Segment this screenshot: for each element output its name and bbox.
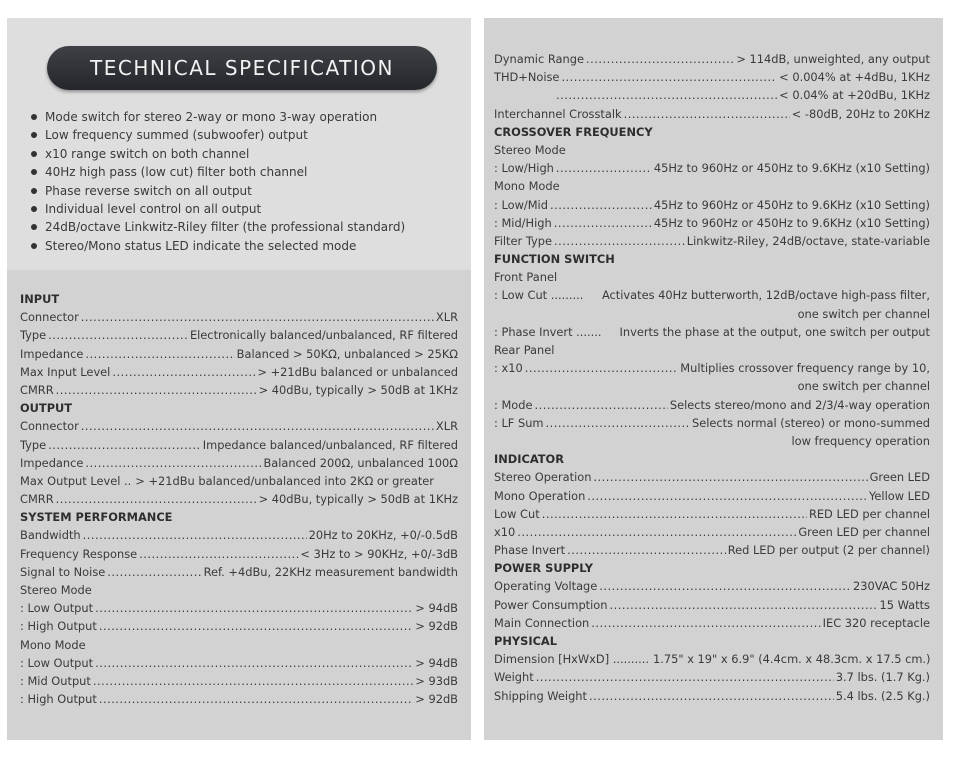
spec-key: : Low/High <box>494 161 554 176</box>
spec-row <box>20 526 458 544</box>
spec-row <box>494 414 930 432</box>
spec-row <box>494 523 930 541</box>
spec-value: Balanced 200Ω, unbalanced 100Ω <box>263 455 458 470</box>
spec-row <box>494 687 930 705</box>
spec-value: < 0.04% at +20dBu, 1KHz <box>779 88 930 103</box>
spec-key: Frequency Response <box>20 546 138 561</box>
spec-key: Operating Voltage <box>494 579 598 594</box>
spec-key: Signal to Noise <box>20 564 106 579</box>
stereo-mode-label: Stereo Mode <box>20 583 92 597</box>
spec-value: Activates 40Hz butterworth, 12dB/octave high-pass filter, <box>601 288 930 303</box>
spec-value: > 114dB, unweighted, any output <box>736 52 930 66</box>
spec-key: Type <box>20 437 47 452</box>
spec-row <box>494 614 930 632</box>
spec-value: Green LED per channel <box>798 524 930 539</box>
spec-value: Selects stereo/mono and 2/3/4-way operation <box>669 397 930 412</box>
spec-value: Multiplies crossover frequency range by 10, <box>680 361 930 376</box>
spec-key: CMRR <box>20 492 54 507</box>
spec-key: Impedance <box>20 346 84 361</box>
spec-row <box>494 668 930 686</box>
spec-key: Connector <box>20 310 79 325</box>
indicator-heading: INDICATOR <box>494 452 564 467</box>
spec-row <box>20 345 458 363</box>
spec-value: 45Hz to 960Hz or 450Hz to 9.6KHz (x10 Setting) <box>653 197 930 212</box>
spec-key: Shipping Weight <box>494 688 587 703</box>
spec-row <box>494 105 930 123</box>
spec-key: THD+Noise <box>494 70 560 85</box>
spec-value: Selects normal (stereo) or mono-summed <box>692 415 930 430</box>
spec-row <box>494 577 930 595</box>
spec-row <box>20 436 458 454</box>
power-supply-heading: POWER SUPPLY <box>494 561 593 576</box>
spec-left-column <box>20 290 458 708</box>
feature-item: Individual level control on all output <box>31 200 405 218</box>
spec-key: Phase Invert <box>494 543 566 558</box>
spec-row <box>20 490 458 508</box>
spec-row <box>494 232 930 250</box>
spec-row-continuation <box>494 86 930 104</box>
system-heading: SYSTEM PERFORMANCE <box>20 510 173 525</box>
spec-key: Connector <box>20 419 79 434</box>
spec-row <box>494 214 930 232</box>
spec-key: CMRR <box>20 382 54 397</box>
spec-row <box>20 563 458 581</box>
spec-value: IEC 320 receptacle <box>822 615 930 630</box>
spec-value: Linkwitz-Riley, 24dB/octave, state-variable <box>686 233 930 248</box>
spec-row-continuation: one switch per channel <box>797 306 930 321</box>
spec-value: > +21dBu balanced/unbalanced into 2KΩ or greater <box>135 473 434 488</box>
spec-panel-left <box>7 270 471 740</box>
spec-row <box>20 454 458 472</box>
spec-value: 1.75" x 19" x 6.9" (4.4cm. x 48.3cm. x 17.5 cm.) <box>652 652 930 667</box>
spec-key: Weight <box>494 670 534 685</box>
spec-row <box>20 672 458 690</box>
spec-value: 20Hz to 20KHz, +0/-0.5dB <box>308 528 458 543</box>
spec-value: Balanced > 50KΩ, unbalanced > 25KΩ <box>236 346 458 361</box>
physical-heading: PHYSICAL <box>494 634 558 648</box>
spec-row <box>494 359 930 377</box>
spec-row <box>20 326 458 344</box>
spec-value: 5.4 lbs. (2.5 Kg.) <box>835 688 930 703</box>
spec-key: : Mid Output <box>20 673 91 688</box>
spec-row-continuation: one switch per channel <box>797 379 930 394</box>
spec-row <box>494 323 930 341</box>
spec-row <box>20 545 458 563</box>
spec-row <box>20 599 458 617</box>
features-panel <box>7 18 471 270</box>
input-heading: INPUT <box>20 292 60 306</box>
rear-panel-label: Rear Panel <box>494 343 555 357</box>
feature-item: 40Hz high pass (low cut) filter both channel <box>31 163 405 181</box>
spec-key: Max Input Level <box>20 364 111 379</box>
crossover-heading: CROSSOVER FREQUENCY <box>494 124 653 139</box>
spec-key: Low Cut <box>494 506 540 521</box>
spec-row <box>494 468 930 486</box>
spec-title: TECHNICAL SPECIFICATION <box>47 46 437 90</box>
spec-row <box>20 381 458 399</box>
spec-key: Main Connection <box>494 615 590 630</box>
mono-mode-label: Mono Mode <box>494 179 560 194</box>
spec-row <box>20 617 458 635</box>
feature-item: Low frequency summed (subwoofer) output <box>31 126 405 144</box>
spec-value: > 40dBu, typically > 50dB at 1KHz <box>258 492 458 507</box>
spec-value: > 92dB <box>415 692 458 707</box>
spec-value: > +21dBu balanced or unbalanced <box>257 364 458 379</box>
spec-value: 45Hz to 960Hz or 450Hz to 9.6KHz (x10 Setting) <box>653 215 930 230</box>
spec-row <box>494 196 930 214</box>
spec-key: Mono Operation <box>494 488 586 503</box>
spec-value: < -80dB, 20Hz to 20KHz <box>791 106 930 121</box>
spec-value: Impedance balanced/unbalanced, RF filtered <box>202 437 458 452</box>
spec-key: : Phase Invert ....... <box>494 324 602 339</box>
spec-value: 15 Watts <box>879 597 930 612</box>
feature-item: Mode switch for stereo 2-way or mono 3-way operation <box>31 108 405 126</box>
spec-row <box>20 417 458 435</box>
spec-value: > 94dB <box>415 601 458 616</box>
spec-value: XLR <box>435 419 458 434</box>
spec-key: x10 <box>494 524 516 539</box>
spec-right-column <box>494 50 930 705</box>
spec-key: : High Output <box>20 619 97 634</box>
spec-value: 3.7 lbs. (1.7 Kg.) <box>835 670 930 685</box>
spec-value: Inverts the phase at the output, one switch per output <box>619 324 930 339</box>
feature-item: x10 range switch on both channel <box>31 145 405 163</box>
spec-key: : LF Sum <box>494 415 544 430</box>
spec-row-continuation: low frequency operation <box>791 433 930 448</box>
mono-mode-label: Mono Mode <box>20 637 86 652</box>
spec-value: Electronically balanced/unbalanced, RF filtered <box>189 328 458 343</box>
feature-item: Stereo/Mono status LED indicate the selected mode <box>31 237 405 255</box>
spec-row <box>494 159 930 177</box>
spec-row <box>20 472 458 490</box>
spec-key: : x10 <box>494 361 523 376</box>
output-heading: OUTPUT <box>20 401 73 416</box>
spec-row <box>20 308 458 326</box>
function-switch-heading: FUNCTION SWITCH <box>494 252 615 267</box>
spec-key: : Low Cut ......... <box>494 288 584 303</box>
spec-key: Impedance <box>20 455 84 470</box>
spec-row <box>494 505 930 523</box>
spec-row <box>494 650 930 668</box>
spec-value: 45Hz to 960Hz or 450Hz to 9.6KHz (x10 Setting) <box>653 161 930 176</box>
spec-value: < 3Hz to > 90KHz, +0/-3dB <box>300 546 458 561</box>
spec-key: : High Output <box>20 692 97 707</box>
feature-item: Phase reverse switch on all output <box>31 182 405 200</box>
spec-row <box>20 363 458 381</box>
spec-key: Stereo Operation <box>494 470 592 485</box>
spec-key: : Low Output <box>20 601 94 616</box>
spec-row <box>494 487 930 505</box>
spec-key: Max Output Level .. <box>20 473 132 488</box>
spec-value: XLR <box>435 310 458 325</box>
spec-row <box>494 286 930 304</box>
spec-row <box>494 50 930 68</box>
spec-value: < 0.004% at +4dBu, 1KHz <box>779 70 930 85</box>
spec-key: : Low/Mid <box>494 197 548 212</box>
spec-row <box>494 396 930 414</box>
spec-value: > 40dBu, typically > 50dB at 1KHz <box>258 382 458 397</box>
spec-key: Power Consumption <box>494 597 608 612</box>
spec-value: 230VAC 50Hz <box>852 579 930 594</box>
spec-key: Bandwidth <box>20 528 81 543</box>
spec-row <box>20 690 458 708</box>
spec-row <box>20 654 458 672</box>
spec-value: Green LED <box>869 470 930 485</box>
feature-item: 24dB/octave Linkwitz-Riley filter (the professional standard) <box>31 218 405 236</box>
spec-key: Dimension [HxWxD] .......... <box>494 652 649 667</box>
feature-list <box>31 108 405 255</box>
spec-value: Ref. +4dBu, 22KHz measurement bandwidth <box>203 564 458 579</box>
spec-value: > 94dB <box>415 655 458 670</box>
spec-row <box>494 68 930 86</box>
spec-key: : Mode <box>494 397 533 412</box>
spec-row <box>494 541 930 559</box>
spec-value: > 92dB <box>415 619 458 634</box>
spec-key: Filter Type <box>494 233 552 248</box>
spec-key: Dynamic Range <box>494 52 584 66</box>
spec-key: : Low Output <box>20 655 94 670</box>
front-panel-label: Front Panel <box>494 270 558 285</box>
spec-key: : Mid/High <box>494 215 552 230</box>
spec-row <box>494 596 930 614</box>
spec-value: Yellow LED <box>868 488 930 503</box>
spec-value: Red LED per output (2 per channel) <box>727 543 930 558</box>
stereo-mode-label: Stereo Mode <box>494 142 566 157</box>
spec-key: Interchannel Crosstalk <box>494 106 622 121</box>
spec-key: Type <box>20 328 47 343</box>
spec-value: > 93dB <box>415 673 458 688</box>
spec-value: RED LED per channel <box>808 506 930 521</box>
spec-panel-right <box>484 18 943 740</box>
